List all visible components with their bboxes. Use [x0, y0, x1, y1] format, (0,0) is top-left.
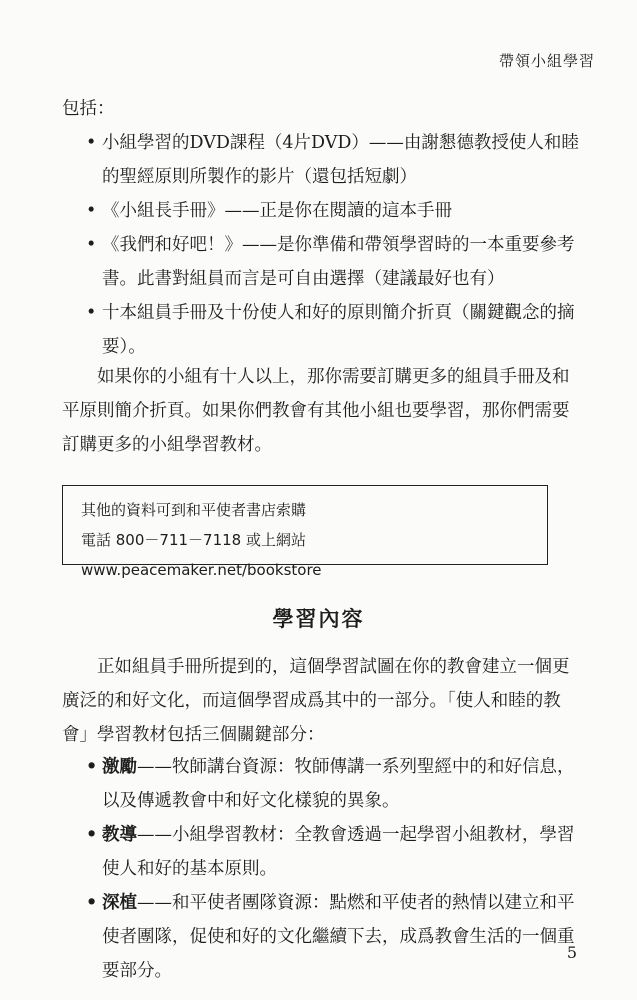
- list-item: [62, 886, 582, 988]
- bullet-icon: •: [86, 133, 97, 153]
- component-keyword: 教導: [102, 825, 137, 845]
- list-item: [62, 228, 582, 296]
- bookstore-info-box: [62, 485, 548, 579]
- component-text: ——牧師講台資源：牧師傳講一系列聖經中的和好信息，以及傳遞教會中和好文化樣貌的異象。: [102, 757, 575, 811]
- order-paragraph: 如果你的小組有十人以上，那你需要訂購更多的組員手冊及和平原則簡介折頁。如果你們教會有其他小組也要學習，那你們需要訂購更多的小組學習教材。: [62, 367, 570, 455]
- info-box-line: 其他的資料可到和平使者書店索購: [81, 501, 307, 519]
- bullet-icon: •: [86, 235, 97, 255]
- running-head: 帶領小組學習: [498, 52, 595, 70]
- components-section: [62, 750, 582, 988]
- list-item: [62, 818, 582, 886]
- bullet-icon: •: [86, 303, 97, 323]
- list-item: [62, 750, 582, 818]
- bullet-icon: •: [86, 757, 98, 777]
- section-title: 學習內容: [272, 606, 365, 631]
- list-item: [62, 194, 582, 228]
- component-keyword: 深植: [102, 893, 137, 913]
- materials-list: [62, 126, 582, 364]
- component-keyword: 激勵: [102, 757, 137, 777]
- section-paragraph: 正如組員手冊所提到的，這個學習試圖在你的教會建立一個更廣泛的和好文化，而這個學習成爲其中的一部分。「使人和睦的教會」學習教材包括三個關鍵部分：: [62, 657, 570, 745]
- list-item-text: 《我們和好吧！》——是你準備和帶領學習時的一本重要參考書。此書對組員而言是可自由選擇（建議最好也有）: [102, 235, 575, 289]
- list-item: [62, 126, 582, 194]
- bullet-icon: •: [86, 825, 98, 845]
- list-item-text: 小組學習的DVD課程（4片DVD）——由謝懇德教授使人和睦的聖經原則所製作的影片（還包括短劇）: [102, 133, 579, 187]
- intro-lead: 包括：: [62, 99, 115, 119]
- list-item: [62, 296, 582, 364]
- component-text: ——和平使者團隊資源：點燃和平使者的熱情以建立和平使者團隊，促使和好的文化繼續下去，成爲教會生活的一個重要部分。: [102, 893, 575, 981]
- list-item-text: 《小組長手冊》——正是你在閱讀的這本手冊: [102, 201, 452, 221]
- bullet-icon: •: [86, 201, 97, 221]
- info-box-contact: 電話 800－711－7118 或上網站 www.peacemaker.net/bookstore: [81, 531, 322, 579]
- list-item-text: 十本組員手冊及十份使人和好的原則簡介折頁（關鍵觀念的摘要）。: [102, 303, 575, 357]
- materials-section: [62, 92, 582, 364]
- component-text: ——小組學習教材：全教會透過一起學習小組教材，學習使人和好的基本原則。: [102, 825, 575, 879]
- page-number: 5: [566, 943, 577, 962]
- bullet-icon: •: [86, 893, 98, 913]
- components-list: [62, 750, 582, 988]
